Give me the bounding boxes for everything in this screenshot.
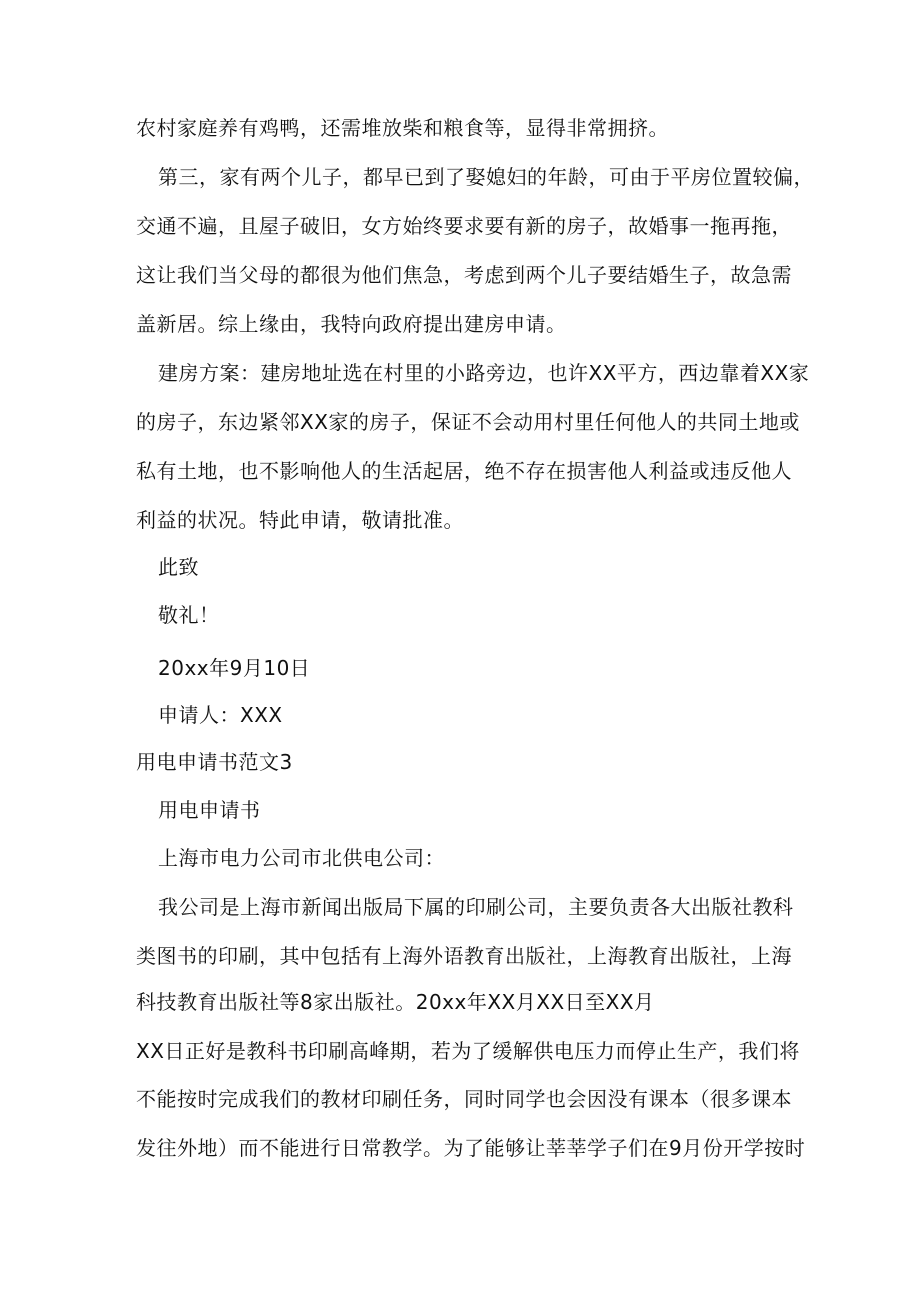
text-line: 类图书的印刷，其中包括有上海外语教育出版社，上海教育出版社，上海: [136, 944, 792, 968]
text-line: 利益的状况。特此申请，敬请批准。: [136, 508, 464, 532]
date-line: 20xx年9月10日: [158, 656, 311, 680]
text-line: 发往外地）而不能进行日常教学。为了能够让莘莘学子们在9月份开学按时: [136, 1136, 806, 1160]
text-line: 交通不遍，且屋子破旧，女方始终要求要有新的房子，故婚事一拖再拖，: [136, 214, 792, 238]
text-line: 科技教育出版社等8家出版社。20xx年XX月XX日至XX月: [136, 990, 655, 1014]
text-line: 建房方案：建房地址选在村里的小路旁边，也许XX平方，西边靠着XX家: [158, 361, 810, 385]
text-line: 的房子，东边紧邻XX家的房子，保证不会动用村里任何他人的共同土地或: [136, 410, 800, 434]
salutation-line: 此致: [158, 555, 199, 579]
text-line: 我公司是上海市新闻出版局下属的印刷公司，主要负责各大出版社教科: [158, 895, 794, 919]
applicant-line: 申请人：XXX: [158, 703, 283, 727]
letter-title: 用电申请书: [158, 798, 261, 822]
text-line: XX日正好是教科书印刷高峰期，若为了缓解供电压力而停止生产，我们将: [136, 1039, 800, 1063]
salutation-line: 敬礼！: [158, 603, 220, 627]
text-line: 私有土地，也不影响他人的生活起居，绝不存在损害他人利益或违反他人: [136, 459, 792, 483]
text-line: 这让我们当父母的都很为他们焦急，考虑到两个儿子要结婚生子，故急需: [136, 263, 792, 287]
text-line: 农村家庭养有鸡鸭，还需堆放柴和粮食等，显得非常拥挤。: [136, 116, 669, 140]
section-heading: 用电申请书范文3: [136, 750, 293, 774]
text-line: 不能按时完成我们的教材印刷任务，同时同学也会因没有课本（很多课本: [136, 1087, 792, 1111]
text-line: 盖新居。综上缘由，我特向政府提出建房申请。: [136, 312, 567, 336]
text-line: 第三，家有两个儿子，都早已到了娶媳妇的年龄，可由于平房位置较偏，: [158, 165, 814, 189]
recipient-line: 上海市电力公司市北供电公司：: [158, 846, 445, 870]
